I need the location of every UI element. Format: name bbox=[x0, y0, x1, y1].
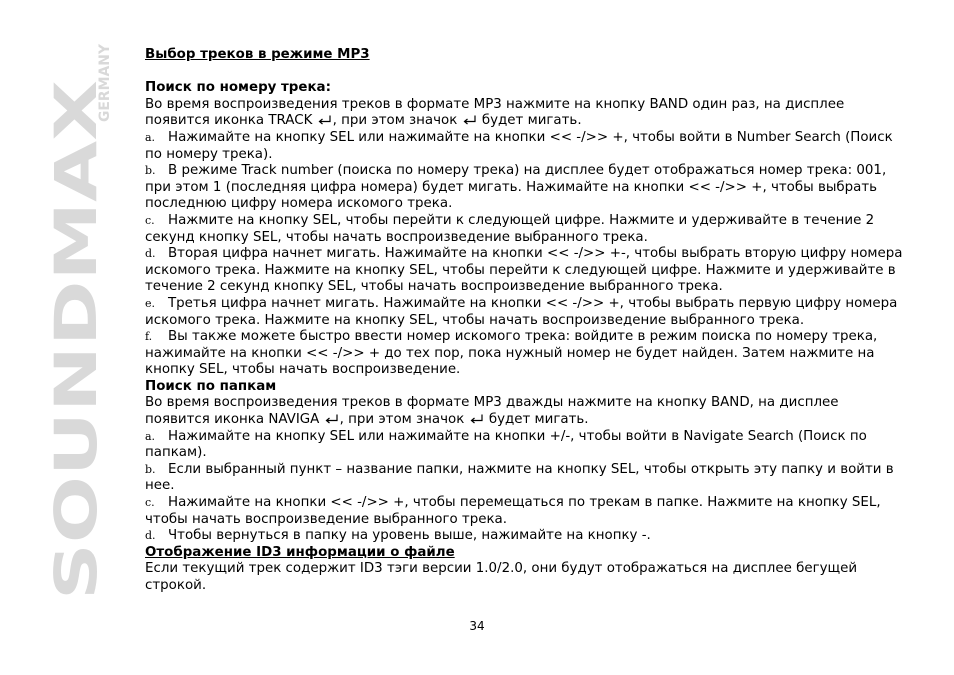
list-marker: a. bbox=[145, 429, 156, 443]
section-text-id3: Если текущий трек содержит ID3 тэги версии 1.0/2.0, они будут отображаться на дисплее бегущей строкой. bbox=[145, 561, 858, 593]
list-marker: d. bbox=[145, 529, 156, 543]
list-item-text: Третья цифра начнет мигать. Нажимайте на кнопки << -/>> +, чтобы выбрать первую цифру номера искомого трека. Нажмите на кнопку SEL, чтобы начать воспроизведение выбранного трека. bbox=[145, 295, 898, 328]
page-content bbox=[145, 47, 905, 595]
list-marker: d. bbox=[145, 247, 156, 261]
list-item bbox=[145, 296, 905, 329]
list-item bbox=[145, 329, 905, 379]
intro-text: , при этом значок bbox=[332, 113, 462, 129]
list-item-text: Вторая цифра начнет мигать. Нажимайте на кнопки << -/>> +-, чтобы выбрать вторую цифру номера искомого трека. Нажмите на кнопку SEL, чтобы перейти к следующей цифре. Нажмите и удерживайте в течение 2 секунд кнопку SEL, чтобы начать воспроизведение выбранного трека. bbox=[145, 246, 903, 295]
enter-icon bbox=[318, 115, 332, 125]
brand-logo bbox=[42, 42, 113, 602]
page-number: 34 bbox=[469, 619, 485, 633]
list-item bbox=[145, 213, 905, 246]
enter-icon bbox=[463, 115, 477, 125]
intro-text: будет мигать. bbox=[484, 412, 589, 428]
list-item bbox=[145, 246, 905, 296]
list-marker: f. bbox=[145, 330, 153, 344]
list-item bbox=[145, 495, 905, 528]
intro-text: , при этом значок bbox=[339, 412, 469, 428]
list-item-text: Если выбранный пункт – название папки, нажмите на кнопку SEL, чтобы открыть эту папку и войти в нее. bbox=[145, 461, 894, 494]
list-item-text: Нажимайте на кнопки << -/>> +, чтобы перемещаться по трекам в папке. Нажмите на кнопку SEL, чтобы начать воспроизведение выбранного трека. bbox=[145, 495, 881, 527]
list-item bbox=[145, 163, 905, 213]
intro-text: Во время воспроизведения треков в формате MP3 дважды нажмите на кнопку BAND, на дисплее появится иконка NAVIGA bbox=[145, 395, 839, 428]
section-intro-track-search bbox=[145, 97, 905, 130]
list-item-text: Чтобы вернуться в папку на уровень выше, нажимайте на кнопку -. bbox=[168, 528, 651, 544]
list-item-text: Вы также можете быстро ввести номер искомого трека: войдите в режим поиска по номеру трека, нажимайте на кнопки << -/>> + до тех пор, пока нужный номер не будет найден. Затем нажмите на кнопку SEL, чтобы начать воспроизведение. bbox=[145, 329, 878, 378]
list-item-text: В режиме Track number (поиска по номеру трека) на дисплее будет отображаться номер трека: 001, при этом 1 (последняя цифра номера) будет мигать. Нажимайте на кнопки << -/>> +, чтобы выбрать последнюю цифру номера искомого трека. bbox=[145, 163, 887, 212]
list-marker: e. bbox=[145, 296, 156, 310]
brand-logo-subtext: GERMANY bbox=[97, 43, 113, 122]
page-title: Выбор треков в режиме MP3 bbox=[145, 47, 370, 62]
list-item bbox=[145, 528, 905, 545]
list-item-text: Нажмите на кнопку SEL, чтобы перейти к следующей цифре. Нажмите и удерживайте в течение 2 секунд кнопку SEL, чтобы начать воспроизведение выбранного трека. bbox=[145, 212, 875, 245]
list-item bbox=[145, 462, 905, 495]
section-heading-track-search: Поиск по номеру трека: bbox=[145, 80, 331, 96]
list-marker: c. bbox=[145, 213, 155, 227]
list-item bbox=[145, 429, 905, 462]
list-item bbox=[145, 130, 905, 163]
brand-logo-text: SOUNDMAX bbox=[42, 217, 110, 600]
intro-text: будет мигать. bbox=[477, 113, 582, 129]
enter-icon bbox=[325, 414, 339, 424]
list-marker: a. bbox=[145, 130, 156, 144]
list-item-text: Нажимайте на кнопку SEL или нажимайте на кнопки << -/>> +, чтобы войти в Number Search (Поиск по номеру трека). bbox=[145, 129, 893, 162]
intro-text: Во время воспроизведения треков в формате MP3 нажмите на кнопку BAND один раз, на дисплее появится иконка TRACK bbox=[145, 96, 845, 129]
section-intro-folder-search bbox=[145, 395, 905, 428]
list-marker: c. bbox=[145, 496, 155, 510]
enter-icon bbox=[470, 414, 484, 424]
section-heading-id3: Отображение ID3 информации о файле bbox=[145, 544, 455, 560]
list-marker: b. bbox=[145, 462, 156, 476]
list-item-text: Нажимайте на кнопку SEL или нажимайте на кнопки +/-, чтобы войти в Navigate Search (Поиск по папкам). bbox=[145, 428, 867, 461]
section-heading-folder-search: Поиск по папкам bbox=[145, 378, 277, 394]
list-marker: b. bbox=[145, 164, 156, 178]
